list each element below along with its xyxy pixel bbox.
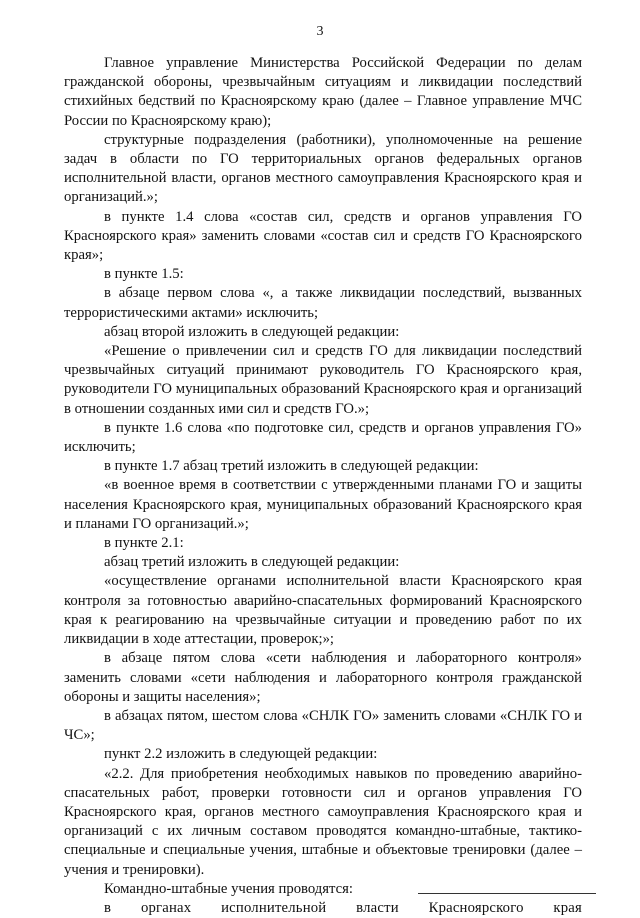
paragraph-9: в пункте 1.7 абзац третий изложить в следующей редакции: [104, 458, 479, 475]
paragraph-8: в пункте 1.6 слова «по подготовке сил, средств и органов управления ГО» исключить; [64, 419, 582, 456]
paragraph-16: пункт 2.2 изложить в следующей редакции: [104, 746, 378, 763]
paragraph-12: абзац третий изложить в следующей редакции: [104, 554, 400, 571]
paragraph-7: «Решение о привлечении сил и средств ГО для ликвидации последствий чрезвычайных ситуаций принимают руководитель ГО Красноярского края, руководители ГО муниципальных образований Красноярского края и организаций в отношении созданных ими сил и средств ГО.»; [64, 343, 582, 417]
document-body [64, 54, 582, 918]
paragraph-10: «в военное время в соответствии с утвержденными планами ГО и защиты населения Красноярского края, муниципальных образований Красноярского края и планами ГО организаций.»; [64, 477, 582, 532]
bottom-rule [418, 893, 596, 894]
paragraph-4: в пункте 1.5: [104, 266, 184, 283]
paragraph-11: в пункте 2.1: [104, 535, 184, 552]
paragraph-13: «осуществление органами исполнительной власти Красноярского края контроля за готовностью аварийно-спасательных формирований Красноярского края к реагированию на чрезвычайные ситуации и проведению работ по их ликвидации в ходе аттестации, проверок;»; [64, 573, 582, 648]
paragraph-6: абзац второй изложить в следующей редакции: [104, 323, 400, 340]
paragraph-2: структурные подразделения (работники), уполномоченные на решение задач в области по ГО территориальных органов федеральных органов исполнительной власти, органов местного самоуправления Красноярского края и организаций.»; [64, 131, 582, 206]
paragraph-19: в органах исполнительной власти Красноярского края [104, 899, 582, 916]
paragraph-3: в пункте 1.4 слова «состав сил, средств и органов управления ГО Красноярского края» заменить словами «состав сил и средств ГО Красноярского края»; [64, 208, 582, 264]
paragraph-18: Командно-штабные учения проводятся: [104, 880, 353, 897]
paragraph-17: «2.2. Для приобретения необходимых навыков по проведению аварийно-спасательных работ, проверки готовности сил и органов управления ГО Красноярского края, органов местного самоуправления Красноярского края и организаций с их личным составом проводятся командно-штабные, тактико-специальные и специальные учения, штабные и объектовые тренировки (далее – учения и тренировки). [64, 765, 582, 878]
paragraph-1: Главное управление Министерства Российской Федерации по делам гражданской обороны, чрезвычайным ситуациям и ликвидации последствий стихийных бедствий по Красноярскому краю (далее – Главное управление МЧС России по Красноярскому краю); [64, 55, 582, 129]
page-number: 3 [316, 24, 324, 39]
paragraph-5: в абзаце первом слова «, а также ликвидации последствий, вызванных террористическими актами» исключить; [64, 285, 582, 321]
paragraph-15: в абзацах пятом, шестом слова «СНЛК ГО» заменить словами «СНЛК ГО и ЧС»; [64, 707, 582, 744]
paragraph-14: в абзаце пятом слова «сети наблюдения и лабораторного контроля» заменить словами «сети наблюдения и лабораторного контроля гражданской обороны и защиты населения»; [64, 650, 582, 705]
